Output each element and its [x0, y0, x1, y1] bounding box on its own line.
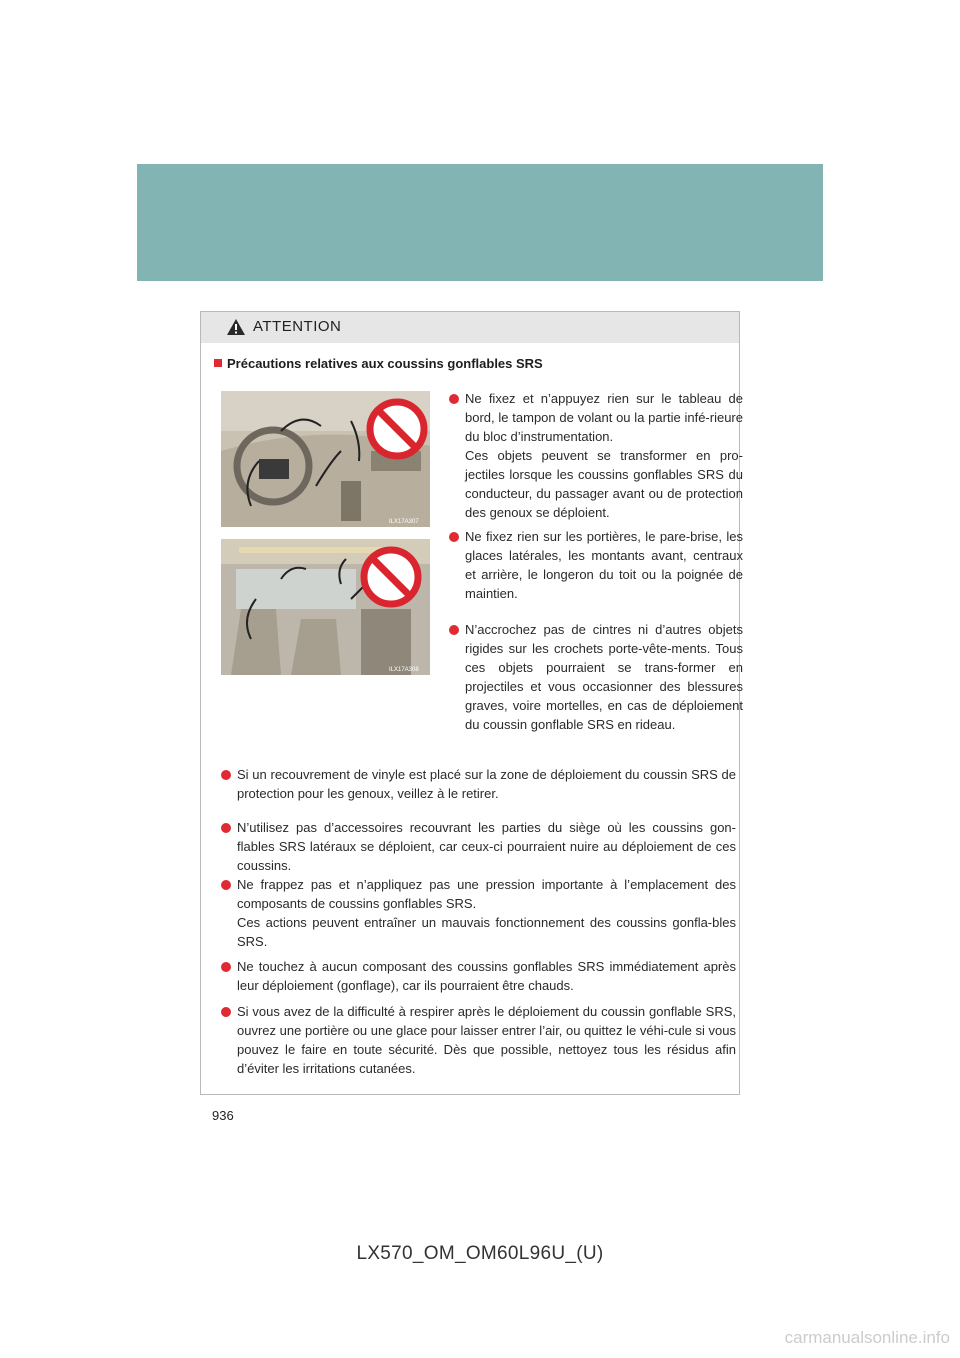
- image-code: ILX17A307: [389, 519, 419, 525]
- bullet-icon: [221, 962, 231, 972]
- section-title: [214, 356, 543, 371]
- bullet-icon: [449, 625, 459, 635]
- bullet-icon: [449, 532, 459, 542]
- bullet-item: Ne frappez pas et n’appliquez pas une pression importante à l’emplacement des composants de coussins gonflables SRS. Ces actions peuvent entraîner un mauvais fonctionnement des coussins gonfla-bles SRS.: [221, 875, 736, 951]
- prohibition-icon: [370, 402, 424, 456]
- bullet-item: N’accrochez pas de cintres ni d’autres objets rigides sur les crochets porte-vête-ments. Tous ces objets pourraient se trans-former en projectiles et vous occasionner des blessures graves, voire mortelles, en cas de déploiement du coussin gonflable SRS en rideau.: [449, 620, 743, 734]
- bullet-icon: [221, 880, 231, 890]
- footer-code: LX570_OM_OM60L96U_(U): [356, 1243, 604, 1264]
- bullet-icon: [221, 770, 231, 780]
- section-title-text: Précautions relatives aux coussins gonflables SRS: [227, 356, 543, 371]
- interior-photo: [221, 539, 430, 675]
- warning-box: [200, 311, 743, 1095]
- section-marker-icon: [214, 359, 222, 367]
- warning-header: [201, 312, 739, 343]
- bullet-icon: [449, 394, 459, 404]
- bullet-icon: [221, 1007, 231, 1017]
- bullet-item: N’utilisez pas d’accessoires recouvrant les parties du siège où les coussins gon-flables SRS latéraux se déploient, car ceux-ci pourraient nuire au déploiement de ces coussins.: [221, 818, 736, 875]
- warning-triangle-icon: [226, 318, 246, 336]
- page-number: 936: [212, 1108, 234, 1123]
- header-band: [137, 164, 823, 281]
- bullet-item: Ne fixez rien sur les portières, le pare-brise, les glaces latérales, les montants avant, centraux et arrière, le longeron du toit ou la poignée de maintien.: [449, 527, 743, 603]
- bullet-item: Ne touchez à aucun composant des coussins gonflables SRS immédiatement après leur déploiement (gonflage), car ils pourraient être chauds.: [221, 957, 736, 995]
- warning-title: ATTENTION: [253, 318, 342, 335]
- watermark[interactable]: carmanualsonline.info: [784, 1328, 950, 1347]
- image-code: ILX17A308: [389, 667, 419, 673]
- bullet-item: Ne fixez et n’appuyez rien sur le tableau de bord, le tampon de volant ou la partie infé-rieure du bloc d’instrumentation. Ces objets peuvent se transformer en pro-jectiles lorsque les coussins gonflables SRS du conducteur, du passager avant ou de protection des genoux se déploient.: [449, 389, 743, 522]
- dashboard-photo: [221, 391, 430, 527]
- prohibition-icon: [364, 550, 418, 604]
- bullet-item: Si un recouvrement de vinyle est placé sur la zone de déploiement du coussin SRS de protection pour les genoux, veillez à le retirer.: [221, 765, 736, 803]
- bullet-icon: [221, 823, 231, 833]
- bullet-item: Si vous avez de la difficulté à respirer après le déploiement du coussin gonflable SRS, ouvrez une portière ou une glace pour laisser entrer l’air, ou quittez le véhi-cule si vous pouvez le faire en toute sécurité. Dès que possible, nettoyez tous les résidus afin d’éviter les irritations cutanées.: [221, 1002, 736, 1078]
